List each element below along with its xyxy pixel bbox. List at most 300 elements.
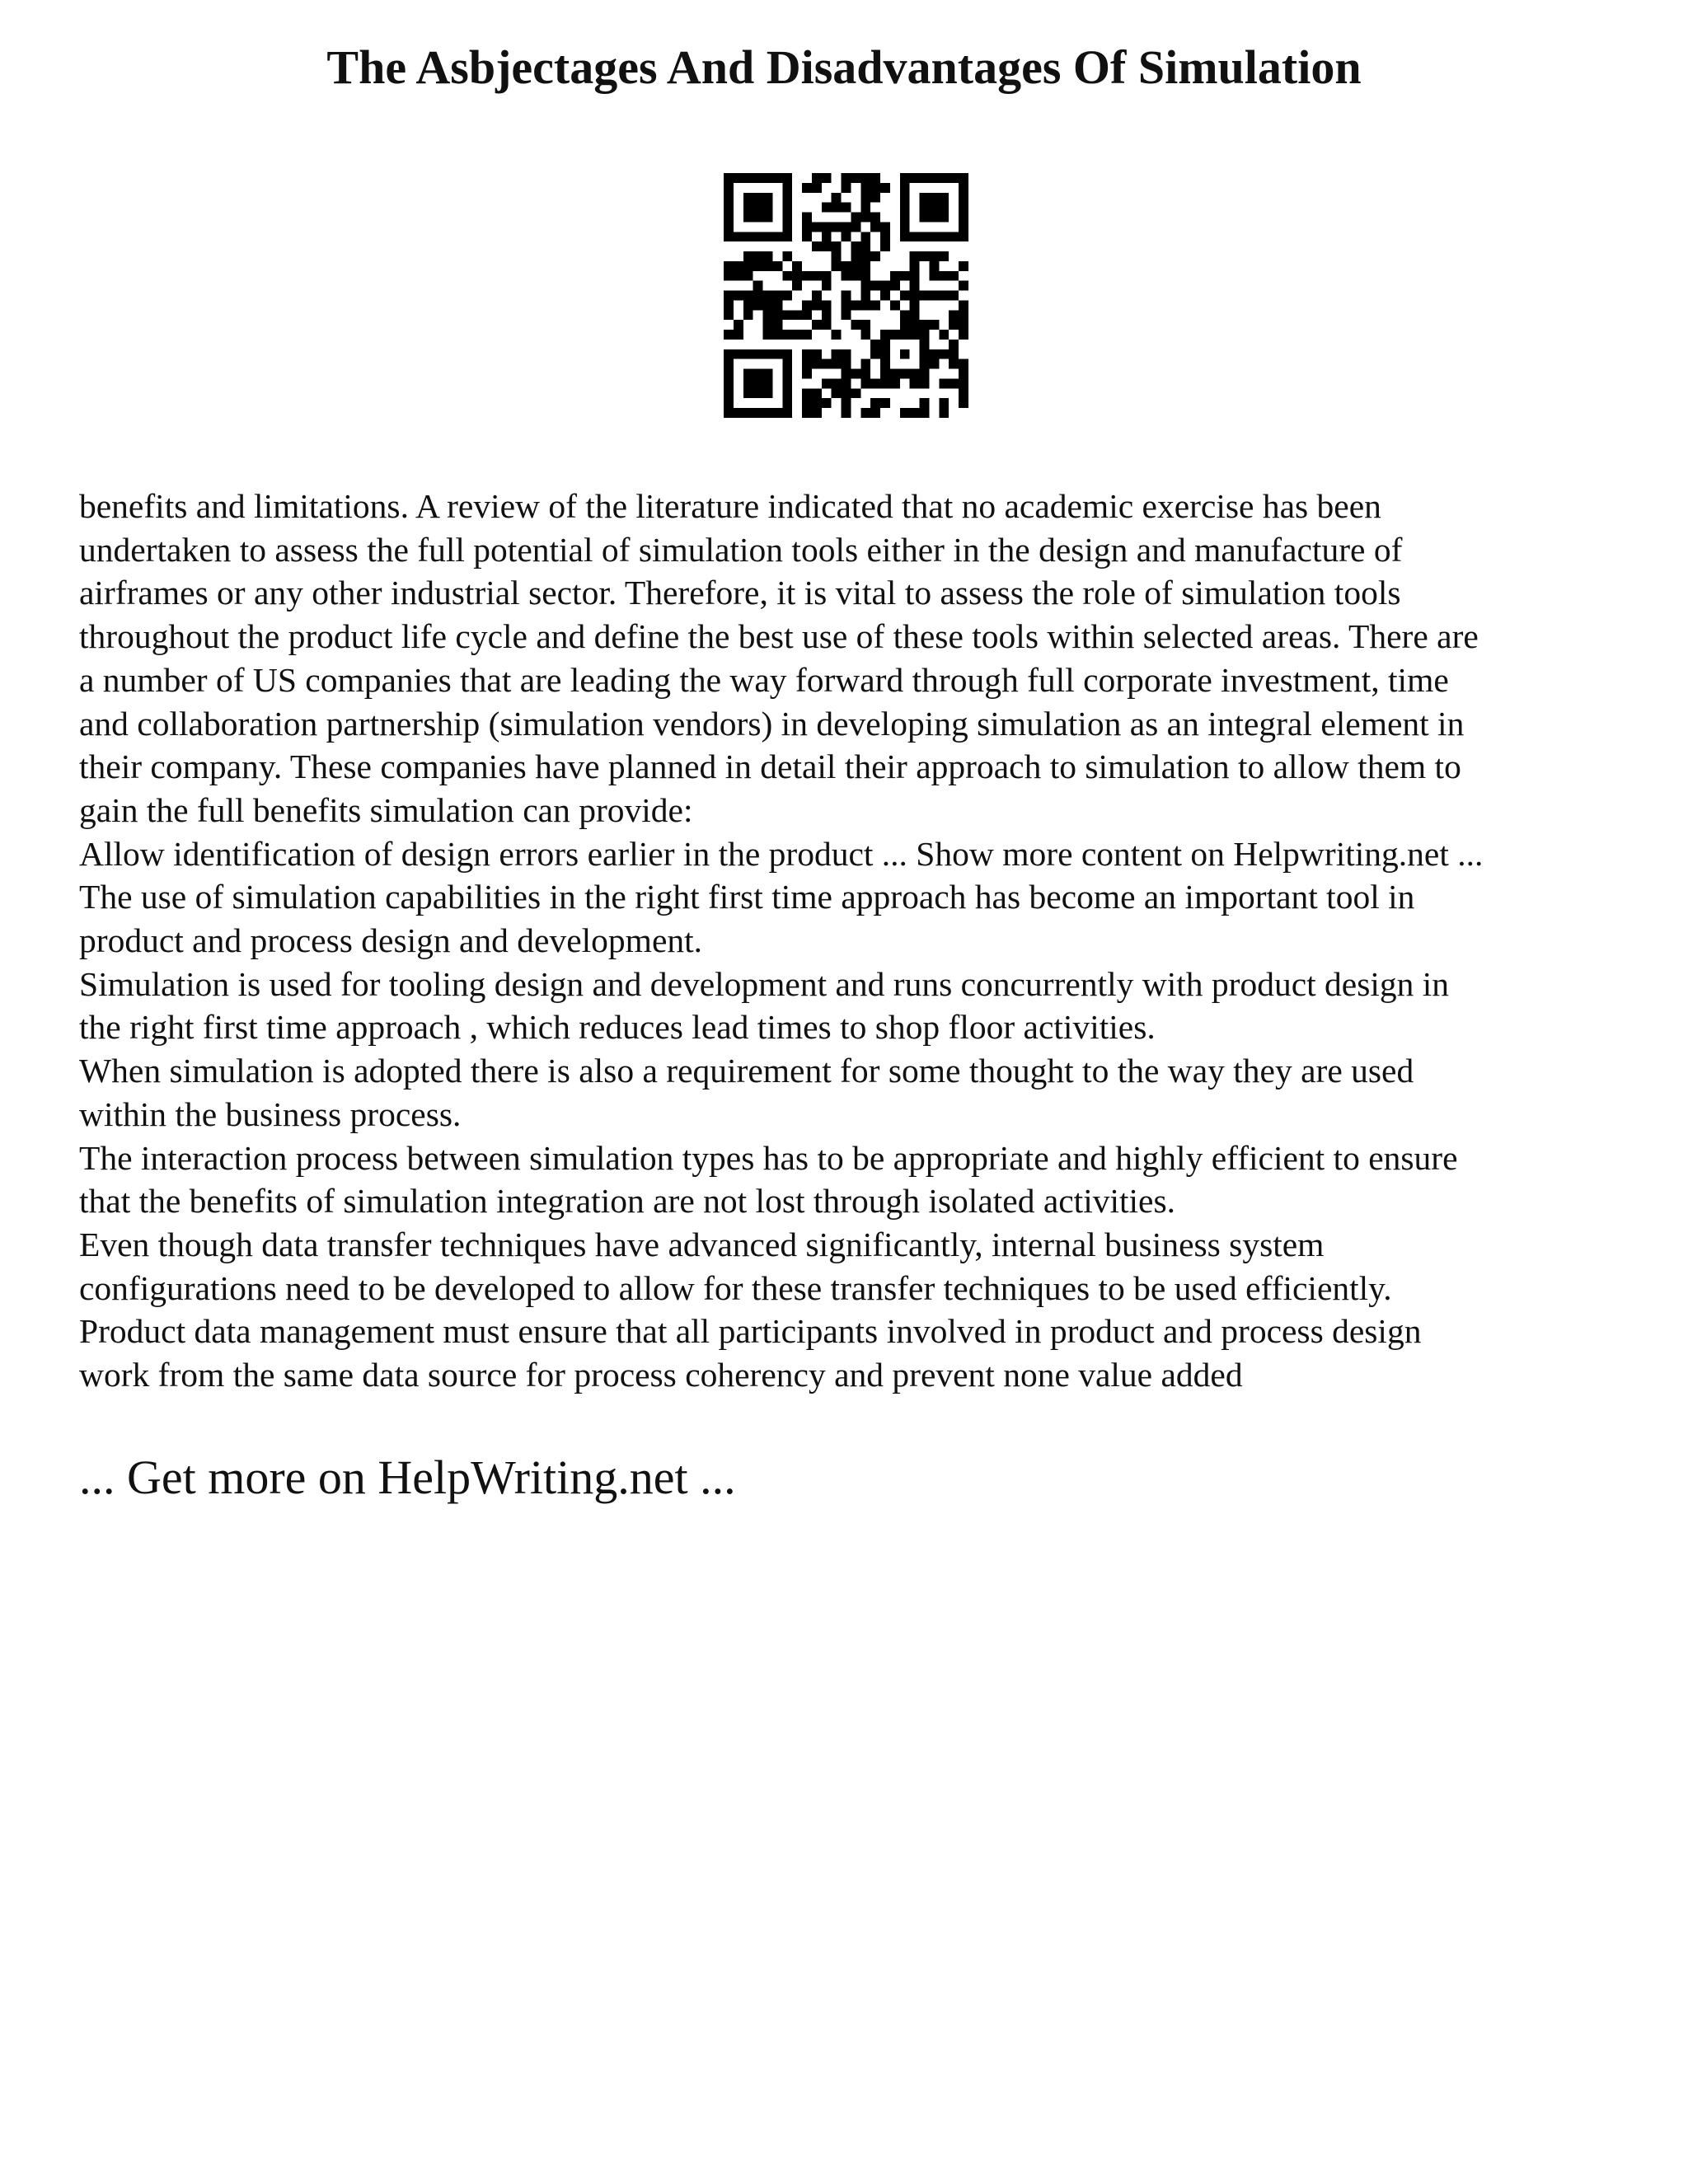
qr-module [724,222,734,232]
qr-module [782,349,792,359]
qr-module [910,232,920,241]
qr-module [743,173,753,183]
qr-module [870,251,880,261]
qr-module [860,281,870,291]
qr-module [842,203,851,213]
qr-module [802,310,812,320]
qr-module [870,281,880,291]
qr-module [724,261,734,271]
qr-module [822,271,832,281]
qr-module [959,320,968,330]
qr-module [782,398,792,408]
qr-module [900,271,910,281]
qr-module [920,349,930,359]
qr-module [939,330,949,340]
qr-module [802,398,812,408]
qr-module [832,388,842,398]
qr-module [929,320,939,330]
qr-code-icon [724,173,968,418]
body-line: the right first time approach , which reduces lead times to shop floor activities. [79,1008,1156,1047]
qr-module [910,408,920,418]
qr-module [753,193,763,203]
qr-module [900,310,910,320]
qr-module [959,183,968,193]
qr-module [959,173,968,183]
qr-module [792,281,802,291]
qr-module [842,398,851,408]
qr-module [870,193,880,203]
qr-module [743,213,753,223]
qr-module [743,251,753,261]
qr-module [929,349,939,359]
qr-module [939,271,949,281]
body-line: gain the full benefits simulation can provide: [79,790,693,829]
qr-module [880,349,890,359]
qr-module [929,193,939,203]
qr-module [782,359,792,369]
qr-module [812,349,822,359]
qr-module [860,213,870,223]
qr-module [949,271,959,281]
qr-module [753,251,763,261]
qr-module [802,300,812,310]
page-title: The Asbjectages And Disadvantages Of Simulation [326,40,1362,94]
qr-module [812,183,822,193]
qr-module [860,173,870,183]
qr-module [959,222,968,232]
qr-module [724,271,734,281]
qr-module [959,281,968,291]
qr-module [812,398,822,408]
qr-module [860,271,870,281]
qr-module [763,251,773,261]
qr-module [851,241,860,251]
qr-module [910,291,920,301]
qr-module [743,408,753,418]
qr-module [724,408,734,418]
qr-module [939,349,949,359]
qr-module [920,330,930,340]
qr-module [910,261,920,271]
qr-module [890,369,900,379]
qr-module [900,369,910,379]
qr-module [939,213,949,223]
qr-module [782,193,792,203]
qr-module [753,261,763,271]
qr-module [792,310,802,320]
body-line: their company. These companies have planned in detail their approach to simulation to allow them to [79,748,1461,786]
qr-module [782,251,792,261]
qr-module [812,300,822,310]
body-line: Even though data transfer techniques have advanced significantly, internal business system [79,1225,1325,1263]
body-line: Simulation is used for tooling design and development and runs concurrently with product design in [79,964,1450,1003]
qr-module [753,213,763,223]
qr-module [910,369,920,379]
qr-module [900,408,910,418]
qr-module [734,232,743,241]
qr-module [753,408,763,418]
qr-module [743,232,753,241]
qr-module [812,271,822,281]
qr-module [851,388,860,398]
qr-module [802,271,812,281]
qr-module [734,408,743,418]
qr-module [802,232,812,241]
qr-module [939,398,949,408]
qr-module [753,369,763,379]
body-line: airframes or any other industrial sector. Therefore, it is vital to assess the role of simulation tools [79,574,1401,612]
qr-module [782,330,792,340]
qr-module [860,300,870,310]
qr-module [724,183,734,193]
qr-module [724,378,734,388]
qr-module [802,369,812,379]
qr-module [851,300,860,310]
qr-module [792,261,802,271]
qr-module [822,241,832,251]
qr-module [920,340,930,349]
qr-module [782,222,792,232]
qr-module [860,193,870,203]
qr-module [832,330,842,340]
qr-module [851,222,860,232]
qr-module [842,388,851,398]
article-body [79,485,1629,1397]
qr-module [920,251,930,261]
qr-module [959,378,968,388]
qr-module [860,359,870,369]
qr-module [920,369,930,379]
qr-module [724,213,734,223]
qr-module [763,408,773,418]
qr-module [802,408,812,418]
qr-module [832,359,842,369]
body-line: and collaboration partnership (simulation vendors) in developing simulation as an integral element in [79,704,1465,743]
qr-module [910,320,920,330]
qr-module [772,408,782,418]
qr-module [743,388,753,398]
qr-module [812,241,822,251]
qr-module [900,213,910,223]
qr-module [880,222,890,232]
qr-module [939,232,949,241]
qr-module [724,369,734,379]
qr-module [743,349,753,359]
qr-module [782,232,792,241]
qr-module [832,378,842,388]
qr-module [860,291,870,301]
qr-module [929,251,939,261]
qr-module [842,310,851,320]
qr-module [782,213,792,223]
qr-module [763,369,773,379]
qr-module [842,261,851,271]
qr-module [734,330,743,340]
qr-module [842,173,851,183]
qr-module [949,310,959,320]
qr-module [880,359,890,369]
qr-module [743,271,753,281]
qr-module [900,330,910,340]
qr-module [743,300,753,310]
qr-code-graphic [724,173,968,418]
qr-module [772,291,782,301]
qr-module [910,330,920,340]
qr-module [959,310,968,320]
qr-module [842,271,851,281]
qr-module [763,378,773,388]
qr-module [870,183,880,193]
qr-module [724,359,734,369]
qr-module [743,261,753,271]
qr-module [724,310,734,320]
qr-module [949,291,959,301]
qr-module [812,320,822,330]
qr-module [851,261,860,271]
qr-module [890,378,900,388]
qr-module [772,320,782,330]
qr-module [763,291,773,301]
qr-module [890,281,900,291]
qr-module [763,261,773,271]
qr-module [870,408,880,418]
qr-module [920,378,930,388]
qr-module [870,222,880,232]
qr-module [851,369,860,379]
qr-module [949,173,959,183]
get-more-link[interactable]: ... Get more on HelpWriting.net ... [79,1451,736,1504]
qr-module [832,349,842,359]
qr-module [920,232,930,241]
qr-module [743,193,753,203]
body-line: configurations need to be developed to allow for these transfer techniques to be used efficiently. [79,1268,1392,1307]
qr-module [880,232,890,241]
qr-module [880,281,890,291]
qr-module [870,213,880,223]
qr-module [959,232,968,241]
qr-module [734,349,743,359]
qr-module [772,310,782,320]
qr-module [842,369,851,379]
qr-module [939,203,949,213]
qr-module [822,398,832,408]
qr-module [724,330,734,340]
qr-module [743,369,753,379]
qr-module [782,271,792,281]
body-line: benefits and limitations. A review of the literature indicated that no academic exercise has been [79,487,1381,525]
body-line: that the benefits of simulation integration are not lost through isolated activities. [79,1182,1176,1221]
qr-module [812,408,822,418]
qr-module [949,349,959,359]
qr-module [851,251,860,261]
qr-module [949,232,959,241]
qr-module [880,183,890,193]
qr-module [939,251,949,261]
qr-module [842,291,851,301]
qr-module [743,291,753,301]
body-line: The use of simulation capabilities in the right first time approach has become an important tool in [79,878,1415,916]
qr-module [782,310,792,320]
qr-module [763,310,773,320]
qr-module [860,261,870,271]
body-line: When simulation is adopted there is also a requirement for some thought to the way they are used [79,1052,1414,1090]
qr-module [860,241,870,251]
qr-module [870,340,880,349]
qr-module [763,203,773,213]
qr-module [822,173,832,183]
qr-module [860,408,870,418]
qr-module [724,398,734,408]
qr-module [753,291,763,301]
qr-module [929,291,939,301]
qr-module [812,359,822,369]
qr-module [959,369,968,379]
qr-module [812,173,822,183]
qr-module [832,222,842,232]
qr-module [832,203,842,213]
qr-module [763,330,773,340]
qr-module [842,408,851,418]
qr-module [753,281,763,291]
body-line: throughout the product life cycle and define the best use of these tools within selected areas. There are [79,617,1479,656]
qr-module [842,300,851,310]
qr-module [792,271,802,281]
qr-module [734,291,743,301]
qr-module [772,349,782,359]
qr-module [910,310,920,320]
qr-module [900,349,910,359]
qr-module [959,359,968,369]
qr-module [929,232,939,241]
qr-module [870,300,880,310]
qr-module [763,349,773,359]
qr-module [772,232,782,241]
qr-module [842,222,851,232]
qr-module [822,232,832,241]
qr-module [910,281,920,291]
qr-module [802,349,812,359]
qr-module [910,378,920,388]
qr-module [842,349,851,359]
qr-module [880,241,890,251]
qr-module [802,388,812,398]
qr-module [920,320,930,330]
qr-module [753,349,763,359]
qr-module [949,320,959,330]
qr-module [920,359,930,369]
qr-module [802,359,812,369]
qr-module [920,193,930,203]
qr-module [880,291,890,301]
qr-module [949,378,959,388]
qr-module [860,330,870,340]
qr-module [920,213,930,223]
qr-module [880,369,890,379]
qr-module [920,173,930,183]
qr-module [763,193,773,203]
qr-module [763,320,773,330]
qr-module [724,349,734,359]
qr-module [851,271,860,281]
qr-module [753,203,763,213]
qr-module [763,300,773,310]
qr-module [724,300,734,310]
qr-module [890,271,900,281]
qr-module [920,203,930,213]
qr-module [959,388,968,398]
qr-module [782,291,792,301]
qr-module [900,183,910,193]
qr-module [900,173,910,183]
body-line: undertaken to assess the full potential of simulation tools either in the design and manufacture of [79,530,1403,569]
qr-module [949,340,959,349]
qr-module [802,330,812,340]
qr-module [753,388,763,398]
qr-module [822,300,832,310]
qr-module [900,320,910,330]
qr-module [929,213,939,223]
qr-module [802,222,812,232]
qr-module [763,213,773,223]
qr-module [880,340,890,349]
qr-module [860,369,870,379]
qr-module [880,378,890,388]
qr-module [959,213,968,223]
qr-module [822,378,832,388]
qr-module [880,330,890,340]
qr-module [792,330,802,340]
qr-module [929,203,939,213]
qr-module [910,300,920,310]
qr-module [910,251,920,261]
qr-module [870,378,880,388]
body-line: Product data management must ensure that all participants involved in product and process design [79,1312,1422,1351]
qr-module [753,300,763,310]
qr-module [959,203,968,213]
qr-module [832,193,842,203]
qr-module [734,261,743,271]
qr-module [880,398,890,408]
qr-module [939,408,949,418]
qr-module [842,359,851,369]
qr-module [812,291,822,301]
qr-module [860,232,870,241]
qr-module [822,222,832,232]
qr-module [920,408,930,418]
qr-module [832,251,842,261]
qr-module [724,291,734,301]
qr-module [822,310,832,320]
qr-module [734,271,743,281]
qr-module [782,408,792,418]
qr-module [724,232,734,241]
qr-module [822,320,832,330]
qr-module [822,359,832,369]
qr-module [959,330,968,340]
qr-module [724,173,734,183]
qr-module [860,378,870,388]
qr-module [782,378,792,388]
qr-module [959,261,968,271]
body-line: product and process design and development. [79,921,703,960]
qr-module [959,300,968,310]
body-line: a number of US companies that are leading the way forward through full corporate investment, time [79,660,1449,699]
qr-module [920,291,930,301]
qr-module [724,193,734,203]
qr-module [842,183,851,193]
qr-module [900,291,910,301]
qr-module [910,271,920,281]
